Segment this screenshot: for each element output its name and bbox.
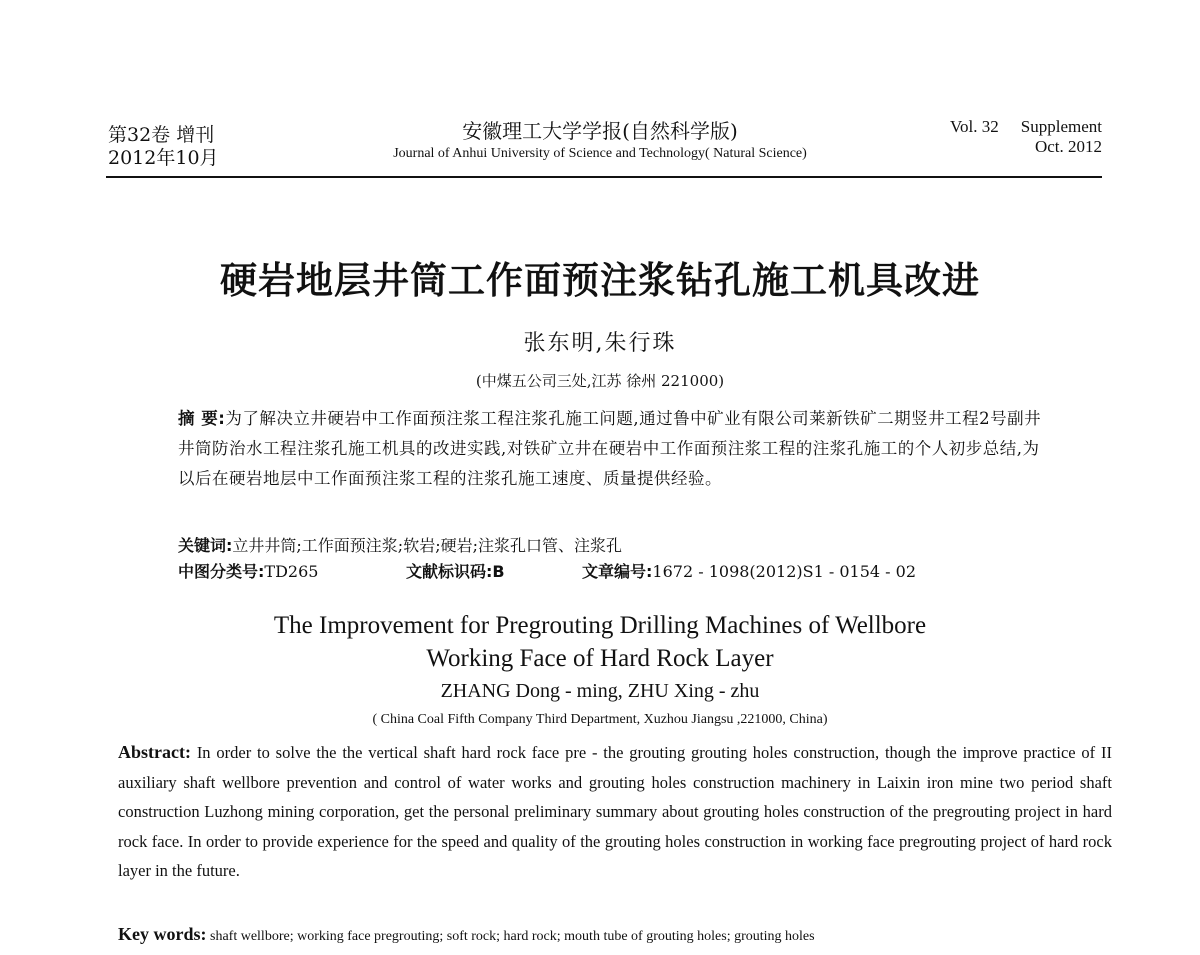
doc-code-value: B (492, 562, 505, 581)
header-right (950, 117, 1102, 157)
title-en-line2: Working Face of Hard Rock Layer (426, 645, 774, 672)
abstract-cn (178, 404, 1046, 494)
authors-en: ZHANG Dong - ming, ZHU Xing - zhu (440, 680, 760, 702)
clc-label: 中图分类号: (178, 562, 265, 581)
title-en-line1: The Improvement for Pregrouting Drilling Machines of Wellbore (273, 612, 927, 639)
abstract-en (118, 738, 1112, 886)
volume-cn: 第32卷 增刊 (108, 124, 215, 146)
affiliation-en: ( China Coal Fifth Company Third Department, Xuzhou Jiangsu ,221000, China) (372, 712, 828, 727)
article-title-cn: 硬岩地层井筒工作面预注浆钻孔施工机具改进 (220, 259, 980, 302)
header-center (320, 118, 880, 164)
article-no-value: 1672 - 1098(2012)S1 - 0154 - 02 (652, 562, 916, 581)
supplement-en: Supplement (1020, 117, 1102, 136)
keywords-cn-text: 立井井筒;工作面预注浆;软岩;硬岩;注浆孔口管、注浆孔 (232, 536, 622, 555)
keywords-cn (178, 534, 622, 558)
article-title-en (0, 609, 1200, 675)
keywords-en-label: Key words: (118, 924, 207, 944)
article-no-label: 文章编号: (582, 562, 653, 581)
abstract-en-label: Abstract: (118, 742, 191, 762)
abstract-en-text: In order to solve the the vertical shaft hard rock face pre - the grouting grouting holes construction, though the improve practice of II auxiliary shaft wellbore prevention and control of water works and grouting holes construction machinery in Laixin iron mine two period shaft construction Luzhong mining corporation, get the personal preliminary summary about grouting holes construction of the pregrouting project in hard rock face. In order to provide experience for the speed and quality of the grouting holes construction in working face pregrouting project of hard rock layer in the future. (118, 743, 1112, 880)
volume-en: Vol. 32 (949, 117, 999, 136)
doc-code-label: 文献标识码: (406, 562, 493, 581)
date-cn: 2012年10月 (108, 147, 219, 169)
header-left (108, 124, 219, 170)
abstract-cn-text: 为了解决立井硬岩中工作面预注浆工程注浆孔施工问题,通过鲁中矿业有限公司莱新铁矿二期竖井工程2号副井井筒防治水工程注浆孔施工机具的改进实践,对铁矿立井在硬岩中工作面预注浆工程的注浆孔施工的个人初步总结,为以后在硬岩地层中工作面预注浆工程的注浆孔施工速度、质量提供经验。 (178, 409, 1042, 488)
date-en: Oct. 2012 (1034, 137, 1102, 156)
affiliation-cn: (中煤五公司三处,江苏 徐州 221000) (475, 372, 725, 390)
keywords-en (118, 924, 815, 945)
keywords-cn-label: 关键词: (178, 536, 233, 555)
abstract-cn-label: 摘 要: (178, 409, 226, 428)
authors-cn: 张东明,朱行珠 (523, 331, 677, 356)
journal-name-en: Journal of Anhui University of Science and Technology( Natural Science) (393, 146, 807, 161)
classification-line (178, 560, 916, 584)
journal-name-cn: 安徽理工大学学报(自然科学版) (462, 119, 738, 143)
clc-value: TD265 (264, 562, 319, 581)
header-rule (106, 176, 1102, 178)
keywords-en-text: shaft wellbore; working face pregrouting; soft rock; hard rock; mouth tube of grouting holes; grouting holes (210, 929, 815, 944)
